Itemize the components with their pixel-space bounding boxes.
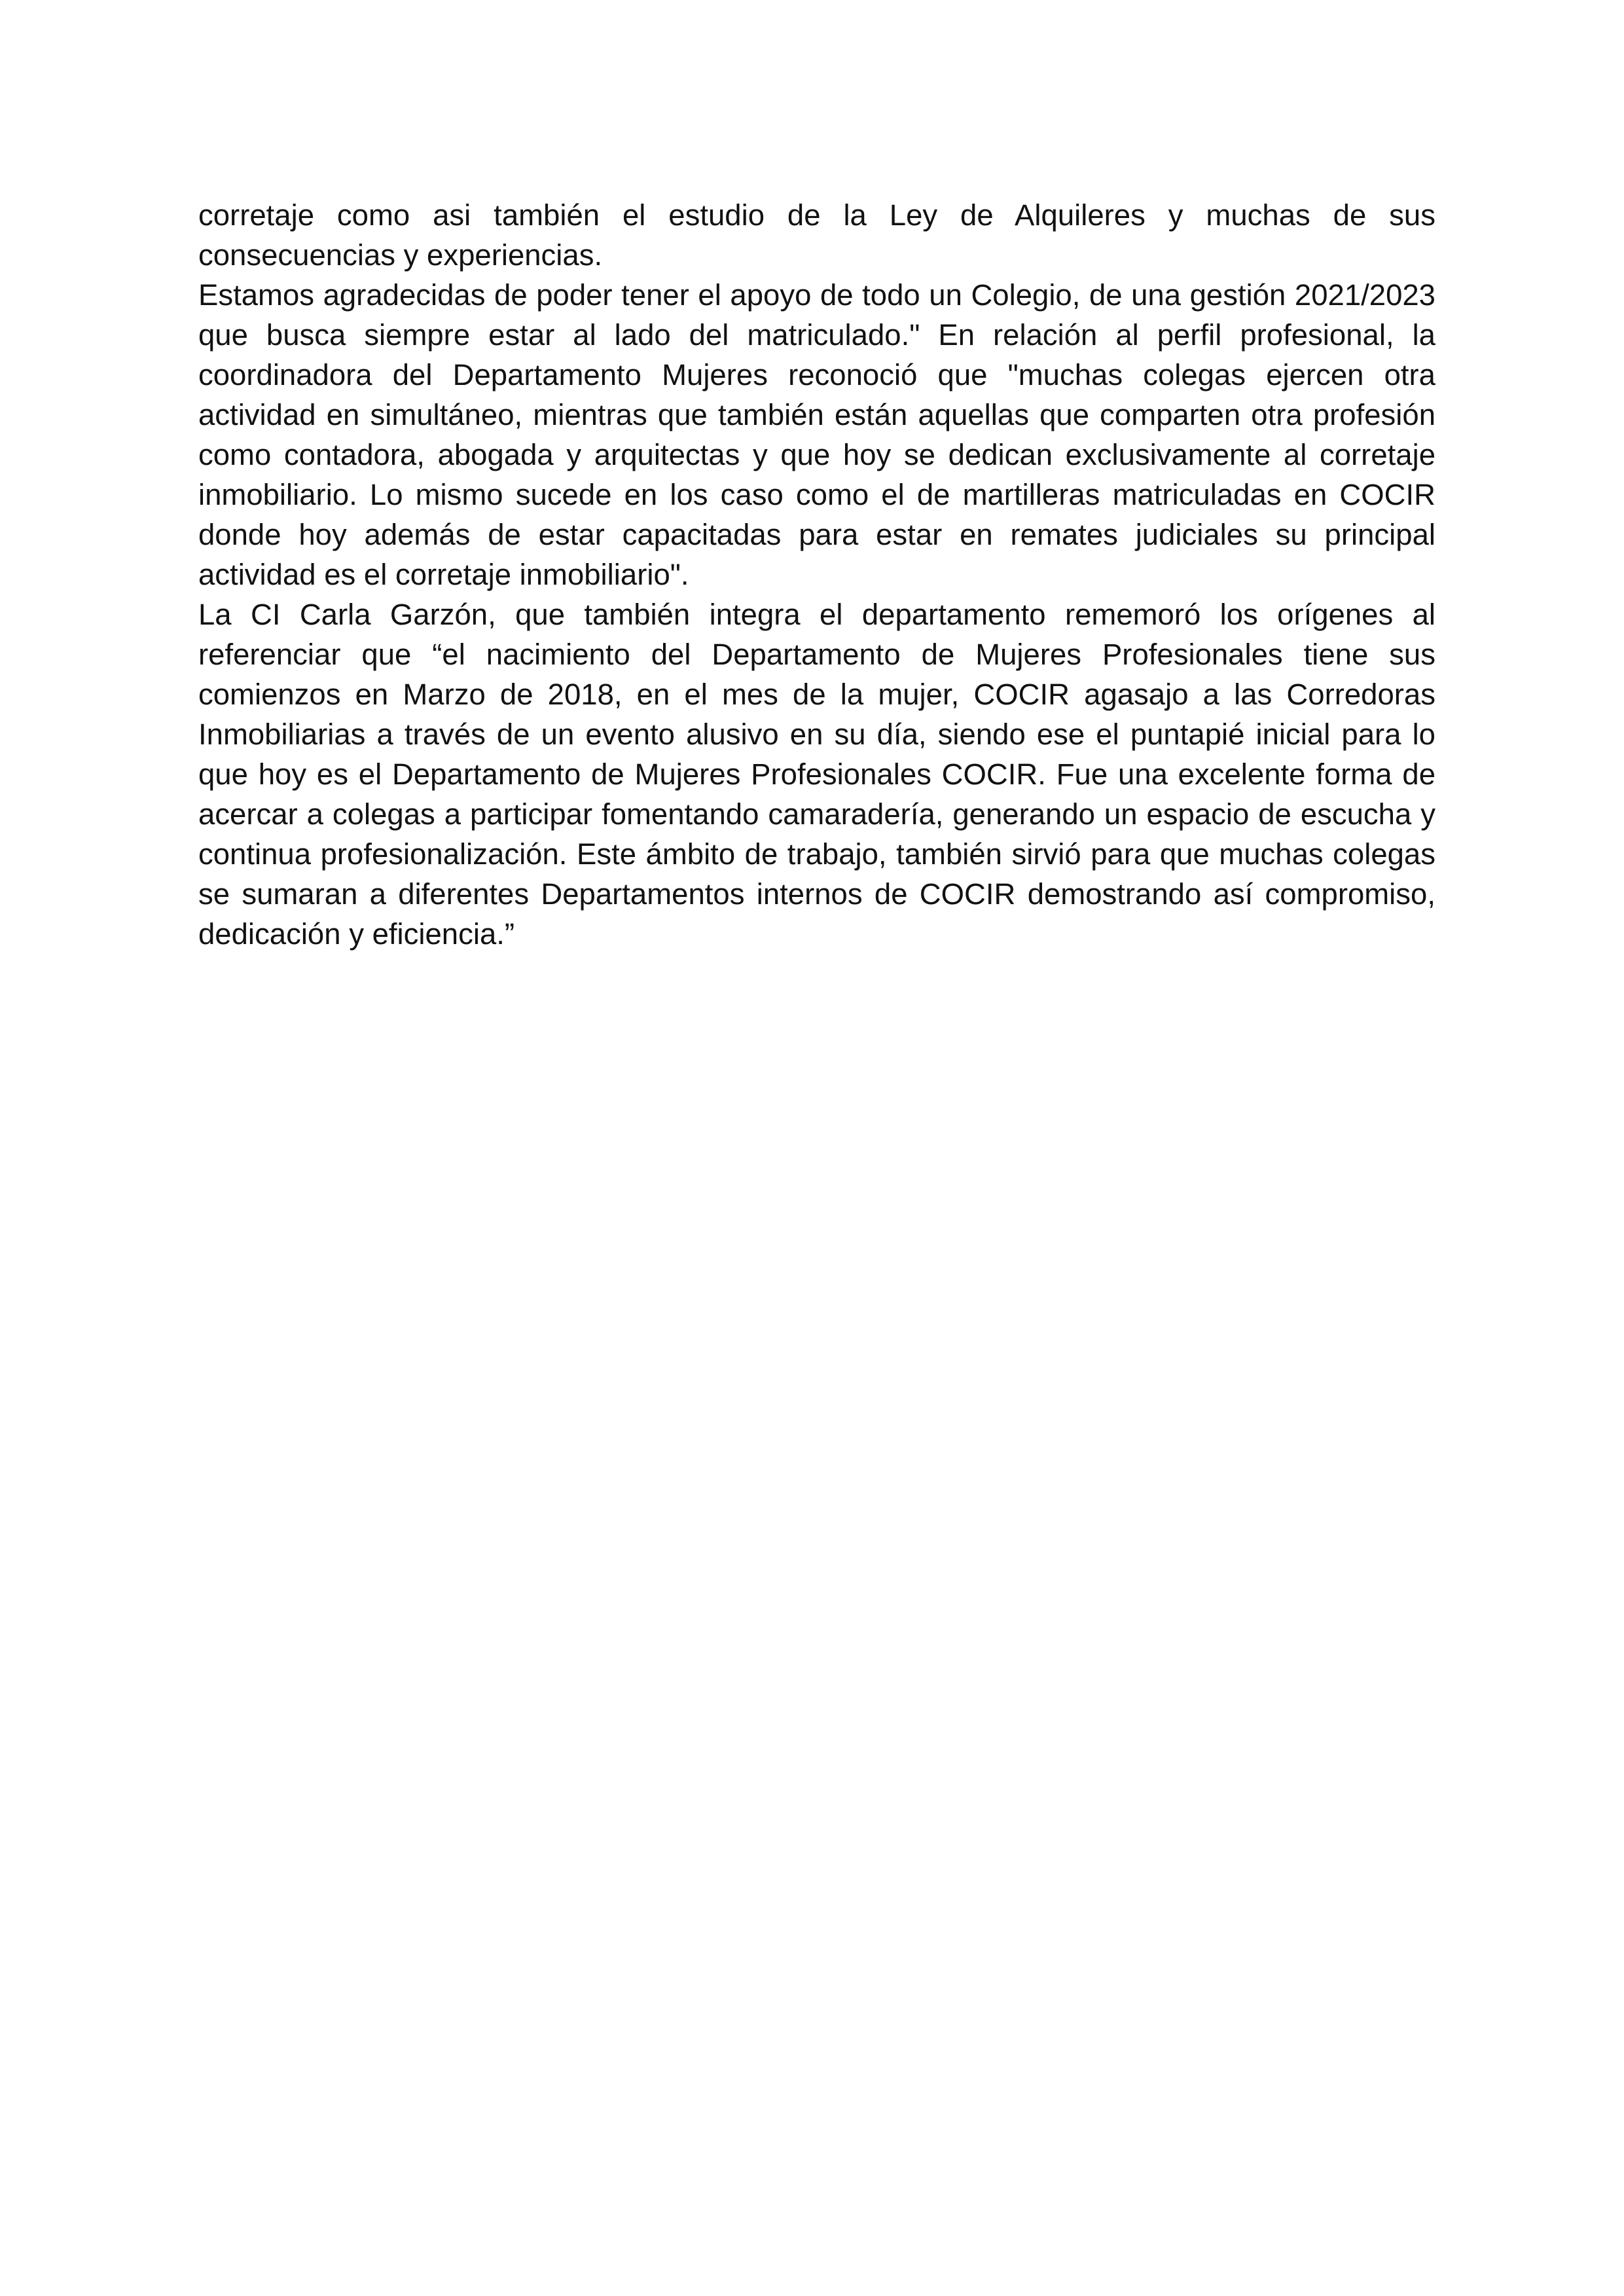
paragraph-3: La CI Carla Garzón, que también integra el departamento rememoró los orígenes al referenciar que “el nacimiento del Departamento de Mujeres Profesionales tiene sus comienzos en Marzo de 2018, en el mes de la mujer, COCIR agasajo a las Corredoras Inmobiliarias a través de un evento alusivo en su día, siendo ese el puntapié inicial para lo que hoy es el Departamento de Mujeres Profesionales COCIR. Fue una excelente forma de acercar a colegas a participar fomentando camaradería, generando un espacio de escucha y continua profesionalización. Este ámbito de trabajo, también sirvió para que muchas colegas se sumaran a diferentes Departamentos internos de COCIR demostrando así compromiso, dedicación y eficiencia.” [198, 598, 1435, 951]
paragraph-1: corretaje como asi también el estudio de la Ley de Alquileres y muchas de sus consecuencias y experiencias. [198, 198, 1435, 272]
document-body [198, 195, 1435, 954]
paragraph-2: Estamos agradecidas de poder tener el apoyo de todo un Colegio, de una gestión 2021/2023 que busca siempre estar al lado del matriculado." En relación al perfil profesional, la coordinadora del Departamento Mujeres reconoció que "muchas colegas ejercen otra actividad en simultáneo, mientras que también están aquellas que comparten otra profesión como contadora, abogada y arquitectas y que hoy se dedican exclusivamente al corretaje inmobiliario. Lo mismo sucede en los caso como el de martilleras matriculadas en COCIR donde hoy además de estar capacitadas para estar en remates judiciales su principal actividad es el corretaje inmobiliario". [198, 278, 1435, 591]
